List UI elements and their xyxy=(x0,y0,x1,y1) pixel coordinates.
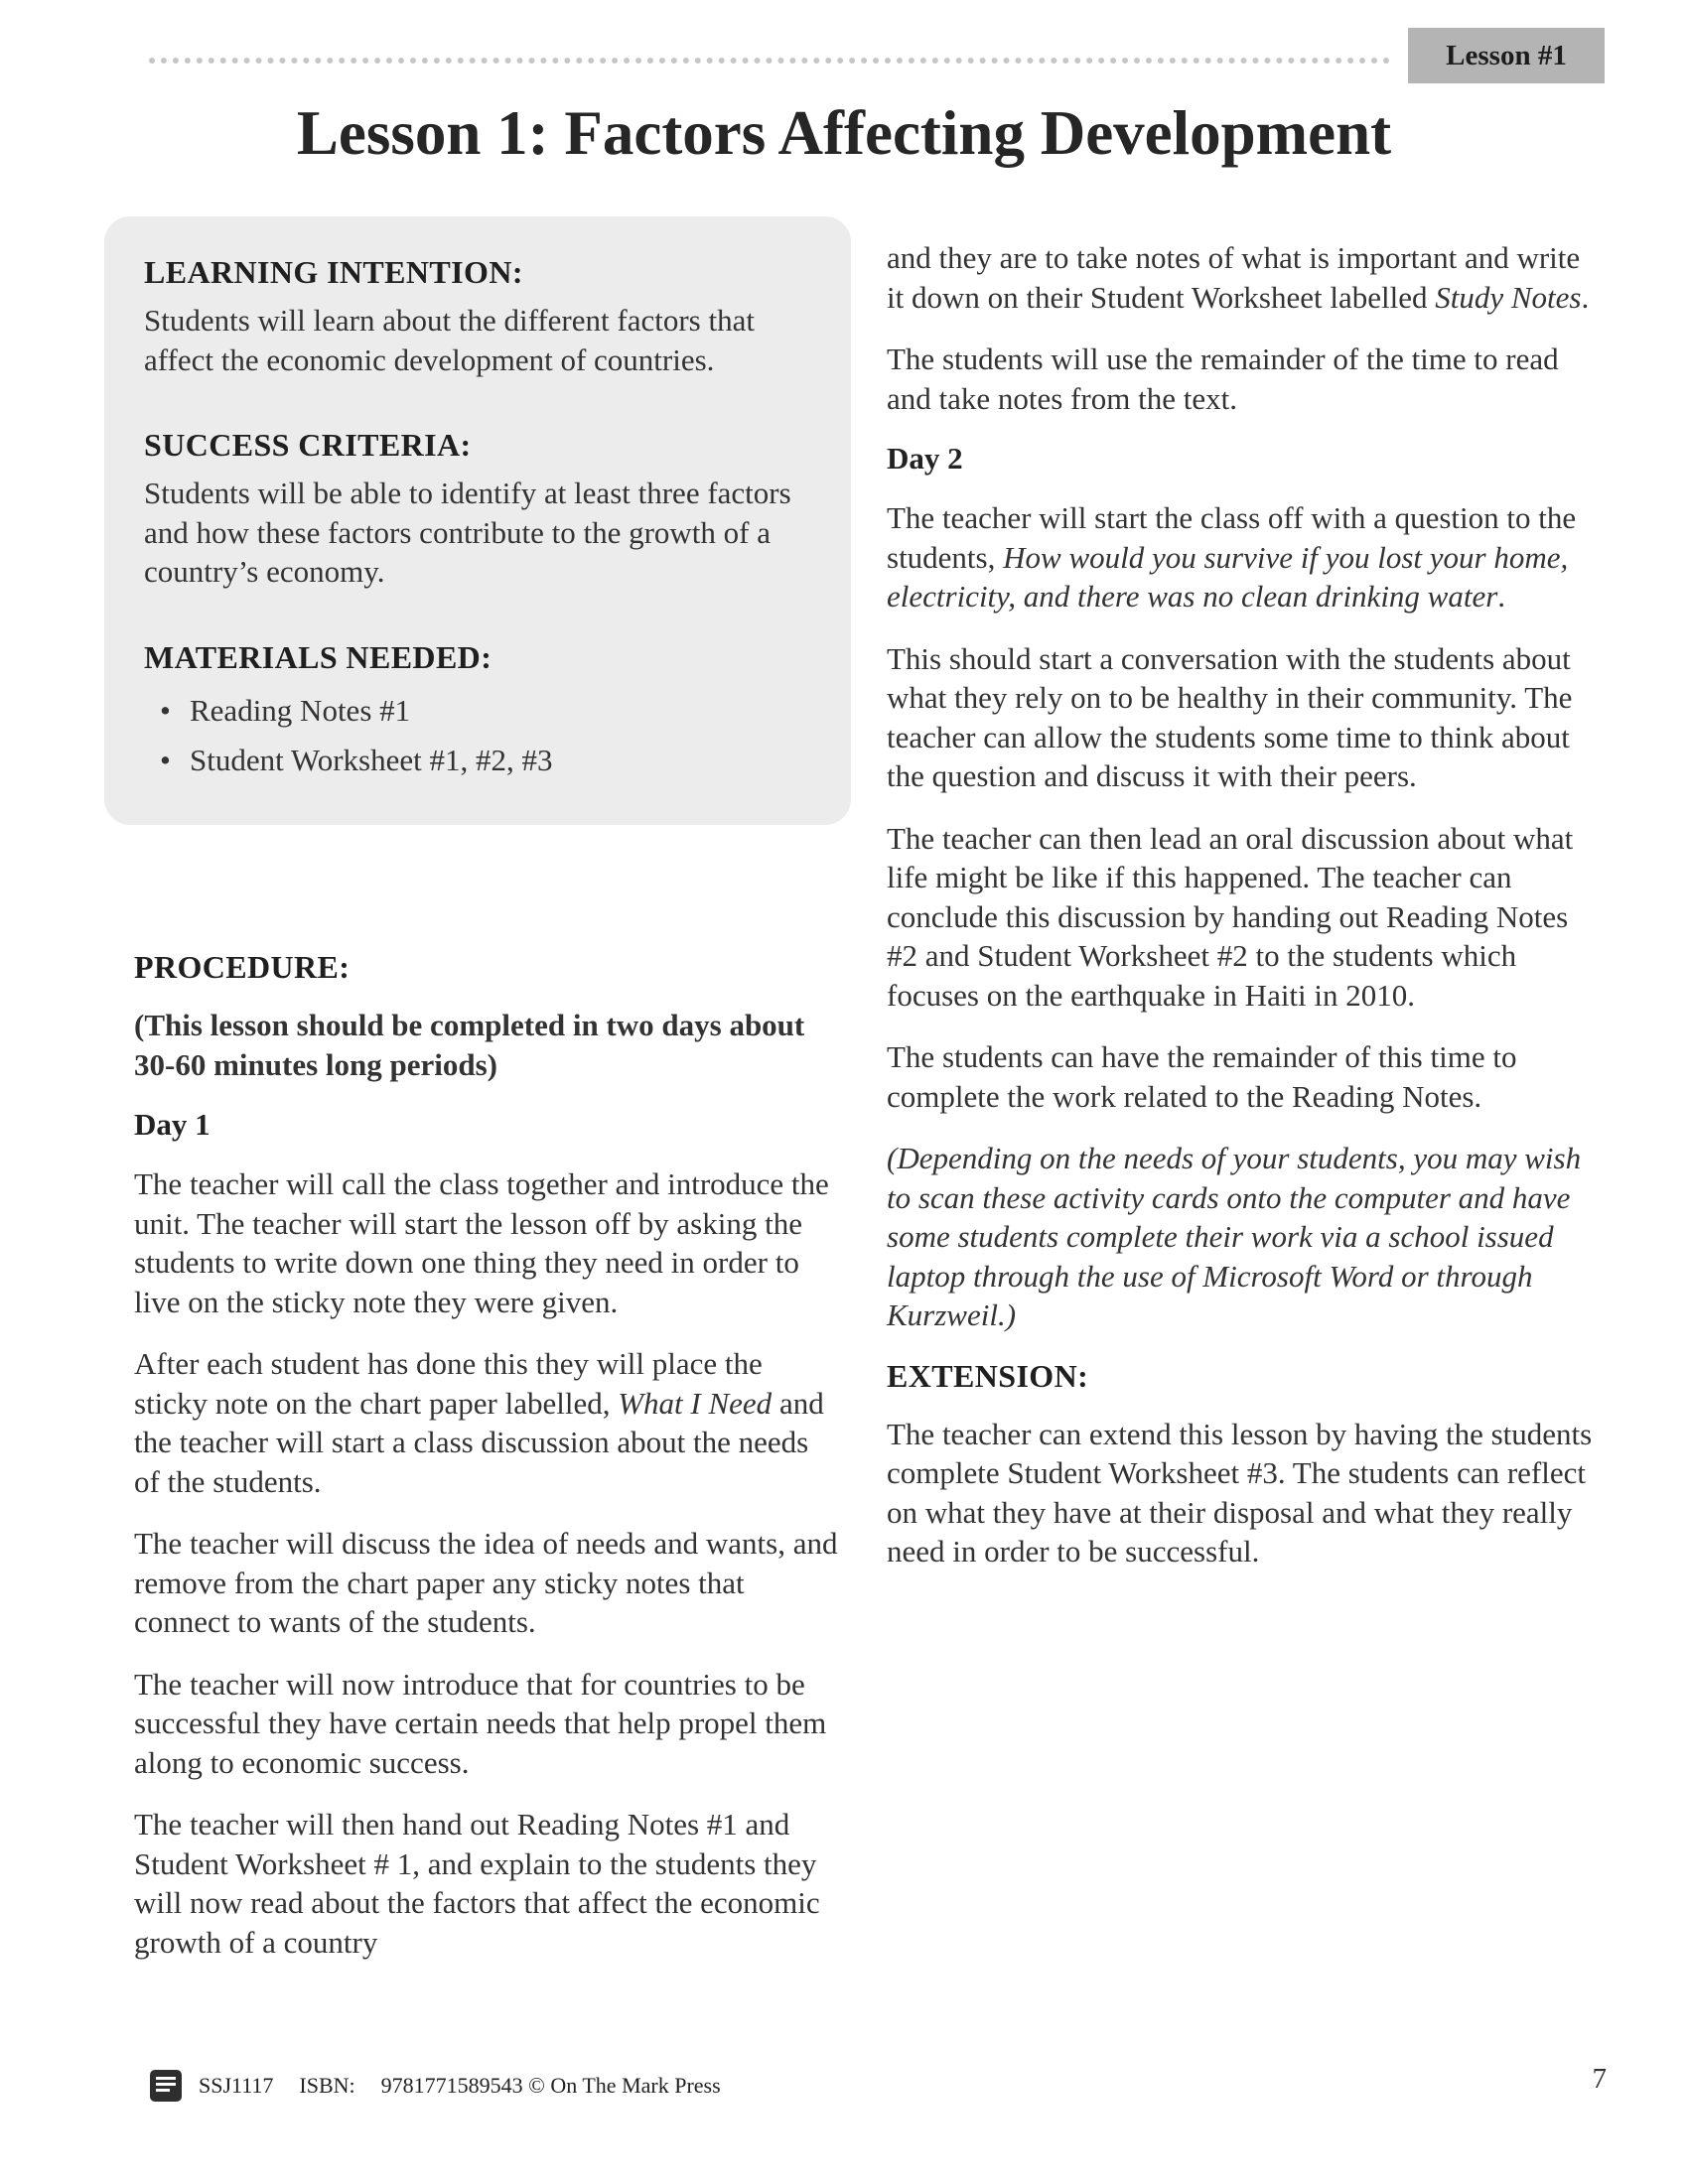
day-heading: Day 1 xyxy=(134,1107,211,1142)
day-heading: Day 2 xyxy=(887,441,963,476)
text-run: and they are to take notes of what is important and write it down on their Student Worksheet labelled xyxy=(887,240,1581,315)
paragraph xyxy=(887,1415,1594,1571)
text-run: This should start a conversation with the students about what they rely on to be healthy in their community. The teacher can allow the students some time to think about the question and discuss it with their peers. xyxy=(887,640,1573,793)
box-text: Students will learn about the different factors that affect the economic development of countries. xyxy=(144,303,755,377)
text-run: The teacher will start the class off with a question to the students, xyxy=(887,500,1577,575)
text-run: The students can have the remainder of this time to complete the work related to the Reading Notes. xyxy=(887,1039,1517,1114)
section-heading: PROCEDURE: xyxy=(134,949,351,985)
left-column xyxy=(134,939,841,1984)
footer-isbn: 9781771589543 © On The Mark Press xyxy=(380,2073,721,2098)
materials-item: • Student Worksheet #1, #2, #3 xyxy=(160,736,821,785)
box-heading: LEARNING INTENTION: xyxy=(144,254,523,290)
page-footer xyxy=(149,2069,721,2103)
text-run: and the teacher will start a class discussion about the needs of the students. xyxy=(134,1385,824,1499)
dotted-divider xyxy=(149,58,1390,64)
paragraph xyxy=(887,340,1594,418)
italic-text-run: What I Need xyxy=(618,1385,773,1421)
page-title: Lesson 1: Factors Affecting Development xyxy=(296,98,1392,168)
section-heading: EXTENSION: xyxy=(887,1357,1089,1394)
page-number: 7 xyxy=(1592,2063,1607,2095)
text-run: The teacher can extend this lesson by having the students complete Student Worksheet #3. The students can reflect on what they have at their disposal and what they really need in order to be successful. xyxy=(887,1416,1593,1569)
text-run: . xyxy=(1581,279,1590,315)
materials-item: • Reading Notes #1 xyxy=(160,686,821,736)
paragraph xyxy=(887,819,1594,1016)
text-run: The teacher will now introduce that for countries to be successful they have certain needs that help propel them along to economic success. xyxy=(134,1666,827,1780)
lesson-info-box xyxy=(104,216,851,825)
paragraph xyxy=(134,1665,841,1783)
box-heading: MATERIALS NEEDED: xyxy=(144,638,492,675)
box-text: Students will be able to identify at least three factors and how these factors contribute to the growth of a country’s economy. xyxy=(144,476,791,589)
text-run: The teacher can then lead an oral discussion about what life might be like if this happened. The teacher can conclude this discussion by handing out Reading Notes #2 and Student Worksheet #2 to the students which focuses on the earthquake in Haiti in 2010. xyxy=(887,820,1574,1013)
right-column xyxy=(887,238,1594,1594)
paragraph xyxy=(887,1037,1594,1116)
footer-meta xyxy=(199,2073,721,2099)
paragraph xyxy=(887,238,1594,317)
paragraph xyxy=(134,1344,841,1501)
paragraph xyxy=(134,1524,841,1642)
footer-isbn-label: ISBN: xyxy=(299,2073,355,2098)
text-run: The teacher will call the class together and introduce the unit. The teacher will start the lesson off by asking the students to write down one thing they need in order to live on the sticky note they were given. xyxy=(134,1166,829,1319)
text-run: After each student has done this they will place the sticky note on the chart paper labelled, xyxy=(134,1346,763,1421)
paragraph xyxy=(134,1805,841,1962)
lesson-number-badge xyxy=(1408,28,1605,83)
text-run: The teacher will then hand out Reading Notes #1 and Student Worksheet # 1, and explain to the students they will now read about the factors that affect the economic growth of a country xyxy=(134,1807,820,1960)
book-pages-icon xyxy=(149,2069,183,2103)
paragraph xyxy=(887,498,1594,616)
italic-text-run: (Depending on the needs of your students, you may wish to scan these activity cards onto the computer and have some students complete their work via a school issued laptop through the use of Microsoft Word or through Kurzweil.) xyxy=(887,1141,1582,1332)
lesson-badge-label: Lesson #1 xyxy=(1446,39,1567,71)
footer-code: SSJ1117 xyxy=(199,2073,274,2098)
paragraph xyxy=(887,639,1594,796)
text-run: The students will use the remainder of the time to read and take notes from the text. xyxy=(887,341,1559,416)
materials-list xyxy=(144,686,821,785)
box-heading: SUCCESS CRITERIA: xyxy=(144,427,472,463)
text-run: . xyxy=(1497,579,1506,614)
text-run: The teacher will discuss the idea of needs and wants, and remove from the chart paper any sticky notes that connect to wants of the students. xyxy=(134,1526,838,1639)
paragraph xyxy=(887,1139,1594,1335)
italic-text-run: How would you survive if you lost your home, electricity, and there was no clean drinking water xyxy=(887,539,1569,614)
bold-note: (This lesson should be completed in two days about 30-60 minutes long periods) xyxy=(134,1008,805,1082)
paragraph xyxy=(134,1164,841,1321)
italic-text-run: Study Notes xyxy=(1435,279,1582,315)
